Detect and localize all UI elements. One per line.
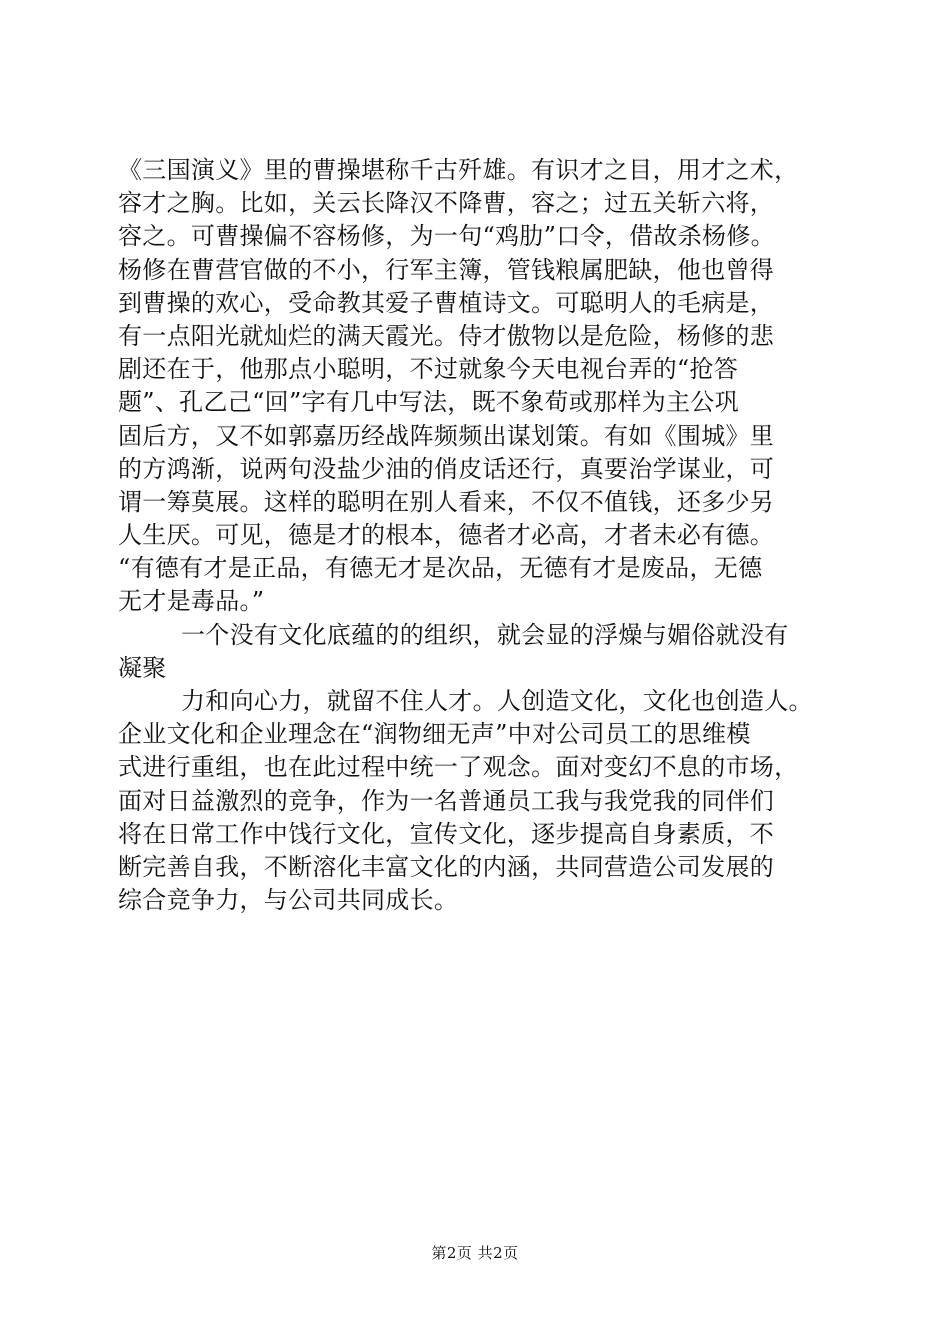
text-line: 有一点阳光就灿烂的满天霞光。侍才傲物以是危险，杨修的悲 — [118, 321, 775, 350]
text-line: “有德有才是正品，有德无才是次品，无德有才是废品，无德 — [118, 554, 763, 583]
text-line: 力和向心力，就留不住人才。人创造文化，文化也创造人。 — [181, 687, 813, 715]
text-line: 题”、孔乙己“回”字有几中写法，既不象荀或那样为主公巩 — [118, 388, 739, 417]
text-line: 面对日益激烈的竞争，作为一名普通员工我与我党我的同伴们 — [118, 786, 775, 815]
text-line: 式进行重组，也在此过程中统一了观念。面对变幻不息的市场， — [118, 753, 799, 782]
text-line: 的方鸿渐，说两句没盐少油的俏皮话还行，真要治学谋业，可 — [118, 454, 775, 483]
text-line: 容之。可曹操偏不容杨修，为一句“鸡肋”口令，借故杀杨修。 — [118, 222, 775, 251]
text-line: 谓一筹莫展。这样的聪明在别人看来，不仅不值钱，还多少另 — [118, 487, 775, 516]
text-line: 将在日常工作中饯行文化，宣传文化，逐步提高自身素质，不 — [118, 819, 775, 848]
text-line: 凝聚 — [118, 653, 167, 682]
text-line: 杨修在曹营官做的不小，行军主簿，管钱粮属肥缺，他也曾得 — [118, 255, 775, 284]
text-line: 无才是毒品。” — [118, 587, 265, 616]
text-line: 企业文化和企业理念在“润物细无声”中对公司员工的思维模 — [118, 720, 751, 749]
text-line: 人生厌。可见，德是才的根本，德者才必高，才者未必有德。 — [118, 521, 775, 550]
text-line: 固后方，又不如郭嘉历经战阵频频出谋划策。有如《围城》里 — [118, 421, 775, 450]
page-footer: 第2页 共2页 — [431, 1244, 519, 1262]
text-line: 综合竞争力，与公司共同成长。 — [118, 886, 459, 915]
text-line: 《三国演义》里的曹操堪称千古歼雄。有识才之目，用才之术， — [118, 156, 799, 184]
text-line: 断完善自我，不断溶化丰富文化的内涵，共同营造公司发展的 — [118, 852, 775, 881]
text-line: 容才之胸。比如，关云长降汉不降曹，容之；过五关斩六将， — [118, 189, 775, 218]
text-line: 到曹操的欢心，受命教其爱子曹植诗文。可聪明人的毛病是， — [118, 288, 775, 317]
text-line: 剧还在于，他那点小聪明，不过就象今天电视台弄的“抢答 — [118, 355, 739, 384]
body-text — [118, 154, 858, 917]
text-line: 一个没有文化底蕴的的组织，就会显的浮燥与媚俗就没有 — [181, 620, 789, 649]
